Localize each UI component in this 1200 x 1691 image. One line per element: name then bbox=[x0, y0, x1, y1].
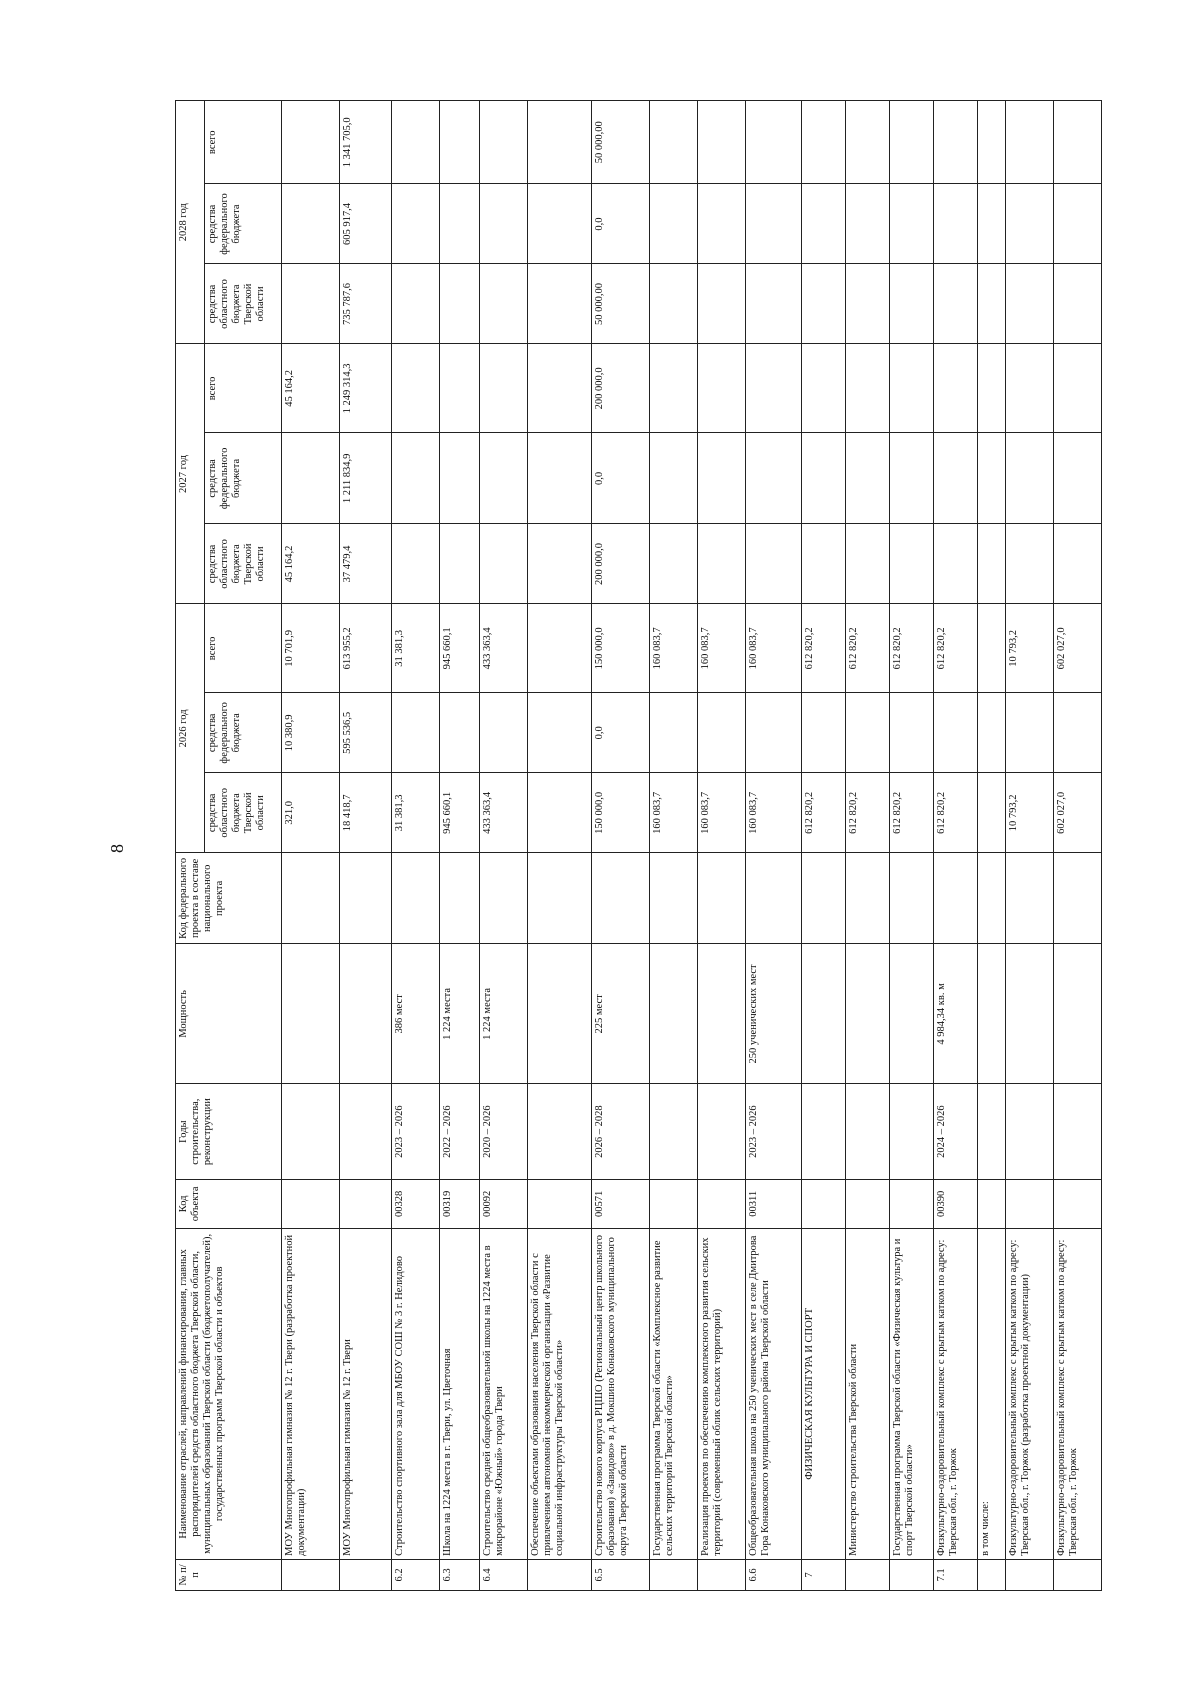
y2026-oblast: 160 083,7 bbox=[746, 773, 802, 853]
federal-code bbox=[340, 853, 392, 944]
y2027-federal bbox=[392, 433, 440, 524]
y2028-federal bbox=[528, 184, 592, 264]
capacity: 1 224 места bbox=[440, 944, 480, 1084]
y2028-oblast bbox=[978, 264, 1006, 344]
federal-code bbox=[592, 853, 650, 944]
y2026-oblast bbox=[978, 773, 1006, 853]
table-row bbox=[934, 101, 978, 1591]
row-name: Физкультурно-оздоровительный комплекс с крытым катком по адресу: Тверская обл., г. Торжок (разработка проектной документации) bbox=[1006, 1228, 1054, 1559]
y2026-federal bbox=[440, 693, 480, 773]
capacity: 225 мест bbox=[592, 944, 650, 1084]
table-row bbox=[846, 101, 890, 1591]
y2026-oblast: 18 418,7 bbox=[340, 773, 392, 853]
capacity bbox=[890, 944, 934, 1084]
build-years bbox=[978, 1084, 1006, 1180]
y2028-oblast bbox=[802, 264, 846, 344]
y2028-oblast bbox=[480, 264, 528, 344]
row-name: МОУ Многопрофильная гимназия № 12 г. Твери (разработка проектной документации) bbox=[282, 1228, 340, 1559]
y2026-total: 31 381,3 bbox=[392, 604, 440, 693]
y2027-oblast bbox=[440, 524, 480, 604]
table-row bbox=[592, 101, 650, 1591]
federal-code bbox=[1054, 853, 1102, 944]
y2028-federal bbox=[746, 184, 802, 264]
header-years: Годы строительства, реконструкции bbox=[176, 1084, 282, 1180]
y2028-total bbox=[802, 101, 846, 185]
header-capacity: Мощность bbox=[176, 944, 282, 1084]
object-code bbox=[978, 1179, 1006, 1228]
y2026-federal: 10 380,9 bbox=[282, 693, 340, 773]
y2028-federal bbox=[282, 184, 340, 264]
y2028-federal bbox=[698, 184, 746, 264]
object-code bbox=[528, 1179, 592, 1228]
build-years bbox=[1054, 1084, 1102, 1180]
object-code bbox=[890, 1179, 934, 1228]
y2028-total bbox=[1006, 101, 1054, 185]
y2026-oblast bbox=[528, 773, 592, 853]
y2028-oblast bbox=[440, 264, 480, 344]
object-code: 00092 bbox=[480, 1179, 528, 1228]
y2028-total: 1 341 705,0 bbox=[340, 101, 392, 185]
build-years: 2026 – 2028 bbox=[592, 1084, 650, 1180]
y2027-federal bbox=[282, 433, 340, 524]
y2026-federal bbox=[392, 693, 440, 773]
row-name: Общеобразовательная школа на 250 ученических мест в селе Дмитрова Гора Конаковского муниципального района Тверской области bbox=[746, 1228, 802, 1559]
y2027-oblast bbox=[480, 524, 528, 604]
build-years bbox=[890, 1084, 934, 1180]
y2028-federal bbox=[846, 184, 890, 264]
federal-code bbox=[1006, 853, 1054, 944]
y2026-federal: 0,0 bbox=[592, 693, 650, 773]
header-federal-code: Код федерального проекта в составе национального проекта bbox=[176, 853, 282, 944]
y2026-federal: 595 536,5 bbox=[340, 693, 392, 773]
y2027-oblast bbox=[890, 524, 934, 604]
capacity bbox=[1054, 944, 1102, 1084]
y2028-oblast bbox=[282, 264, 340, 344]
y2026-oblast: 10 793,2 bbox=[1006, 773, 1054, 853]
y2028-total bbox=[934, 101, 978, 185]
y2026-oblast: 602 027,0 bbox=[1054, 773, 1102, 853]
y2028-oblast bbox=[392, 264, 440, 344]
object-code bbox=[846, 1179, 890, 1228]
header-year-2028: 2028 год bbox=[176, 101, 205, 344]
row-number bbox=[978, 1559, 1006, 1590]
row-number bbox=[890, 1559, 934, 1590]
table-row bbox=[650, 101, 698, 1591]
object-code: 00311 bbox=[746, 1179, 802, 1228]
y2028-oblast bbox=[746, 264, 802, 344]
capacity bbox=[802, 944, 846, 1084]
row-number bbox=[1006, 1559, 1054, 1590]
federal-code bbox=[650, 853, 698, 944]
y2026-total bbox=[978, 604, 1006, 693]
object-code bbox=[1054, 1179, 1102, 1228]
y2026-total: 612 820,2 bbox=[890, 604, 934, 693]
object-code: 00328 bbox=[392, 1179, 440, 1228]
capacity: 386 мест bbox=[392, 944, 440, 1084]
y2026-oblast: 945 660,1 bbox=[440, 773, 480, 853]
y2026-total: 160 083,7 bbox=[650, 604, 698, 693]
row-name: Министерство строительства Тверской области bbox=[846, 1228, 890, 1559]
y2027-federal bbox=[480, 433, 528, 524]
y2026-federal bbox=[846, 693, 890, 773]
table-row bbox=[340, 101, 392, 1591]
y2027-total bbox=[978, 344, 1006, 433]
y2028-federal bbox=[1006, 184, 1054, 264]
build-years: 2023 – 2026 bbox=[746, 1084, 802, 1180]
capacity bbox=[978, 944, 1006, 1084]
object-code bbox=[1006, 1179, 1054, 1228]
federal-code bbox=[440, 853, 480, 944]
y2028-oblast bbox=[1054, 264, 1102, 344]
y2026-federal bbox=[1006, 693, 1054, 773]
y2028-federal bbox=[440, 184, 480, 264]
y2027-total bbox=[440, 344, 480, 433]
table-body bbox=[282, 101, 1102, 1591]
y2026-federal bbox=[650, 693, 698, 773]
y2028-oblast: 735 787,6 bbox=[340, 264, 392, 344]
y2026-oblast: 160 083,7 bbox=[698, 773, 746, 853]
y2027-total bbox=[802, 344, 846, 433]
table-row bbox=[282, 101, 340, 1591]
y2026-oblast: 321,0 bbox=[282, 773, 340, 853]
object-code bbox=[340, 1179, 392, 1228]
y2027-oblast bbox=[1054, 524, 1102, 604]
y2027-federal bbox=[890, 433, 934, 524]
row-number bbox=[1054, 1559, 1102, 1590]
row-name: Школа на 1224 места в г. Твери, ул. Цветочная bbox=[440, 1228, 480, 1559]
y2026-federal bbox=[528, 693, 592, 773]
y2026-oblast: 612 820,2 bbox=[802, 773, 846, 853]
table-stage bbox=[175, 100, 1200, 1591]
y2027-oblast bbox=[846, 524, 890, 604]
y2028-oblast bbox=[528, 264, 592, 344]
y2027-total: 200 000,0 bbox=[592, 344, 650, 433]
rotated-table-wrapper bbox=[175, 100, 1200, 1591]
y2027-total bbox=[650, 344, 698, 433]
y2028-oblast bbox=[1006, 264, 1054, 344]
y2028-oblast bbox=[846, 264, 890, 344]
table-row bbox=[1006, 101, 1054, 1591]
y2028-total bbox=[746, 101, 802, 185]
header-object-code: Код объекта bbox=[176, 1179, 282, 1228]
federal-code bbox=[978, 853, 1006, 944]
y2026-total: 160 083,7 bbox=[698, 604, 746, 693]
row-number bbox=[846, 1559, 890, 1590]
y2027-oblast: 200 000,0 bbox=[592, 524, 650, 604]
y2027-oblast bbox=[934, 524, 978, 604]
y2028-total bbox=[650, 101, 698, 185]
table-row bbox=[802, 101, 846, 1591]
y2027-federal bbox=[802, 433, 846, 524]
header-year-2027: 2027 год bbox=[176, 344, 205, 604]
y2026-oblast: 433 363,4 bbox=[480, 773, 528, 853]
capacity bbox=[1006, 944, 1054, 1084]
y2028-federal bbox=[1054, 184, 1102, 264]
y2027-total bbox=[846, 344, 890, 433]
build-years bbox=[340, 1084, 392, 1180]
subheader-federal: средства федерального бюджета bbox=[205, 693, 282, 773]
build-years bbox=[846, 1084, 890, 1180]
y2026-total: 150 000,0 bbox=[592, 604, 650, 693]
federal-code bbox=[480, 853, 528, 944]
capacity: 4 984,34 кв. м bbox=[934, 944, 978, 1084]
y2026-total: 612 820,2 bbox=[934, 604, 978, 693]
build-years: 2020 – 2026 bbox=[480, 1084, 528, 1180]
build-years bbox=[528, 1084, 592, 1180]
y2027-federal bbox=[440, 433, 480, 524]
y2027-oblast bbox=[746, 524, 802, 604]
y2026-total: 10 701,9 bbox=[282, 604, 340, 693]
y2027-oblast bbox=[528, 524, 592, 604]
y2028-total bbox=[392, 101, 440, 185]
y2027-total bbox=[934, 344, 978, 433]
build-years bbox=[1006, 1084, 1054, 1180]
row-name: в том числе: bbox=[978, 1228, 1006, 1559]
y2027-total bbox=[890, 344, 934, 433]
header-name: Наименование отраслей, направлений финансирования, главных распорядителей средств областного бюджета Тверской области, муниципальных образований Тверской области (бюджетополучателей), государственных программ Тверской области и объектов bbox=[176, 1228, 282, 1559]
page-number: 8 bbox=[107, 844, 127, 853]
row-name: Строительство нового корпуса РЦШО (Региональный центр школьного образования) «Завидово» в д. Мокшино Конаковского муниципального округа Тверской области bbox=[592, 1228, 650, 1559]
y2026-total: 433 363,4 bbox=[480, 604, 528, 693]
subheader-oblast: средства областного бюджета Тверской области bbox=[205, 524, 282, 604]
table-row bbox=[528, 101, 592, 1591]
row-number bbox=[698, 1559, 746, 1590]
table-row bbox=[746, 101, 802, 1591]
y2027-oblast: 37 479,4 bbox=[340, 524, 392, 604]
y2026-oblast: 612 820,2 bbox=[890, 773, 934, 853]
y2028-federal bbox=[890, 184, 934, 264]
subheader-oblast: средства областного бюджета Тверской области bbox=[205, 773, 282, 853]
capacity bbox=[282, 944, 340, 1084]
capacity: 1 224 места bbox=[480, 944, 528, 1084]
y2026-total: 945 660,1 bbox=[440, 604, 480, 693]
y2028-total: 50 000,00 bbox=[592, 101, 650, 185]
build-years bbox=[650, 1084, 698, 1180]
y2028-federal bbox=[802, 184, 846, 264]
row-number: 7 bbox=[802, 1559, 846, 1590]
y2027-total: 45 164,2 bbox=[282, 344, 340, 433]
table-row bbox=[440, 101, 480, 1591]
subheader-oblast: средства областного бюджета Тверской области bbox=[205, 264, 282, 344]
federal-code bbox=[282, 853, 340, 944]
y2028-federal bbox=[934, 184, 978, 264]
budget-table bbox=[175, 100, 1102, 1591]
y2028-total bbox=[440, 101, 480, 185]
y2028-federal: 605 917,4 bbox=[340, 184, 392, 264]
y2028-oblast bbox=[890, 264, 934, 344]
y2027-federal bbox=[1054, 433, 1102, 524]
y2027-oblast bbox=[978, 524, 1006, 604]
y2028-total bbox=[282, 101, 340, 185]
subheader-total: всего bbox=[205, 344, 282, 433]
row-number bbox=[282, 1559, 340, 1590]
row-number: 6.2 bbox=[392, 1559, 440, 1590]
y2028-total bbox=[846, 101, 890, 185]
y2027-total bbox=[1006, 344, 1054, 433]
build-years bbox=[282, 1084, 340, 1180]
y2027-total bbox=[528, 344, 592, 433]
table-row bbox=[392, 101, 440, 1591]
y2027-oblast: 45 164,2 bbox=[282, 524, 340, 604]
row-number: 6.6 bbox=[746, 1559, 802, 1590]
object-code bbox=[282, 1179, 340, 1228]
row-name: Строительство средней общеобразовательной школы на 1224 места в микрорайоне «Южный» города Твери bbox=[480, 1228, 528, 1559]
row-name: МОУ Многопрофильная гимназия № 12 г. Твери bbox=[340, 1228, 392, 1559]
row-name: Реализация проектов по обеспечению комплексного развития сельских территорий (современный облик сельских территорий) bbox=[698, 1228, 746, 1559]
y2027-oblast bbox=[1006, 524, 1054, 604]
y2027-oblast bbox=[698, 524, 746, 604]
capacity bbox=[528, 944, 592, 1084]
row-name: Государственная программа Тверской области «Комплексное развитие сельских территорий Тверской области» bbox=[650, 1228, 698, 1559]
federal-code bbox=[846, 853, 890, 944]
build-years: 2022 – 2026 bbox=[440, 1084, 480, 1180]
y2028-oblast bbox=[698, 264, 746, 344]
header-year-2026: 2026 год bbox=[176, 604, 205, 853]
row-name: Обеспечение объектами образования населения Тверской области с привлечением автономной некоммерческой организации «Развитие социальной инфраструктуры Тверской области» bbox=[528, 1228, 592, 1559]
y2028-federal bbox=[480, 184, 528, 264]
table-row bbox=[890, 101, 934, 1591]
federal-code bbox=[746, 853, 802, 944]
row-name: Физкультурно-оздоровительный комплекс с крытым катком по адресу: Тверская обл., г. Торжок bbox=[934, 1228, 978, 1559]
y2026-total: 10 793,2 bbox=[1006, 604, 1054, 693]
subheader-federal: средства федерального бюджета bbox=[205, 184, 282, 264]
federal-code bbox=[392, 853, 440, 944]
y2027-federal bbox=[528, 433, 592, 524]
y2028-federal bbox=[650, 184, 698, 264]
y2026-federal bbox=[480, 693, 528, 773]
y2026-total: 602 027,0 bbox=[1054, 604, 1102, 693]
y2026-federal bbox=[890, 693, 934, 773]
y2028-oblast bbox=[650, 264, 698, 344]
federal-code bbox=[802, 853, 846, 944]
y2026-total: 613 955,2 bbox=[340, 604, 392, 693]
y2026-federal bbox=[1054, 693, 1102, 773]
federal-code bbox=[934, 853, 978, 944]
y2027-federal bbox=[746, 433, 802, 524]
build-years bbox=[698, 1084, 746, 1180]
object-code bbox=[698, 1179, 746, 1228]
y2026-oblast: 150 000,0 bbox=[592, 773, 650, 853]
y2026-federal bbox=[934, 693, 978, 773]
y2028-total bbox=[890, 101, 934, 185]
federal-code bbox=[528, 853, 592, 944]
y2026-total: 612 820,2 bbox=[846, 604, 890, 693]
build-years bbox=[802, 1084, 846, 1180]
y2027-federal bbox=[698, 433, 746, 524]
y2027-total bbox=[1054, 344, 1102, 433]
row-number: 6.4 bbox=[480, 1559, 528, 1590]
row-name: Строительство спортивного зала для МБОУ СОШ № 3 г. Нелидово bbox=[392, 1228, 440, 1559]
y2027-federal bbox=[978, 433, 1006, 524]
y2026-federal bbox=[802, 693, 846, 773]
y2026-federal bbox=[746, 693, 802, 773]
federal-code bbox=[698, 853, 746, 944]
y2027-oblast bbox=[392, 524, 440, 604]
y2027-total bbox=[698, 344, 746, 433]
y2027-federal bbox=[846, 433, 890, 524]
y2026-oblast: 612 820,2 bbox=[934, 773, 978, 853]
object-code bbox=[802, 1179, 846, 1228]
row-number: 7.1 bbox=[934, 1559, 978, 1590]
y2027-total bbox=[480, 344, 528, 433]
y2027-federal bbox=[934, 433, 978, 524]
y2028-total bbox=[978, 101, 1006, 185]
capacity bbox=[650, 944, 698, 1084]
table-row bbox=[978, 101, 1006, 1591]
row-name: ФИЗИЧЕСКАЯ КУЛЬТУРА И СПОРТ bbox=[802, 1228, 846, 1559]
y2027-federal: 0,0 bbox=[592, 433, 650, 524]
y2028-federal: 0,0 bbox=[592, 184, 650, 264]
build-years: 2023 – 2026 bbox=[392, 1084, 440, 1180]
table-row bbox=[1054, 101, 1102, 1591]
build-years: 2024 – 2026 bbox=[934, 1084, 978, 1180]
row-number bbox=[528, 1559, 592, 1590]
federal-code bbox=[890, 853, 934, 944]
row-name: Государственная программа Тверской области «Физическая культура и спорт Тверской области» bbox=[890, 1228, 934, 1559]
y2027-federal bbox=[650, 433, 698, 524]
y2028-federal bbox=[392, 184, 440, 264]
table-row bbox=[698, 101, 746, 1591]
y2028-total bbox=[1054, 101, 1102, 185]
y2028-total bbox=[698, 101, 746, 185]
y2027-federal bbox=[1006, 433, 1054, 524]
capacity bbox=[846, 944, 890, 1084]
y2027-federal: 1 211 834,9 bbox=[340, 433, 392, 524]
y2026-oblast: 612 820,2 bbox=[846, 773, 890, 853]
capacity: 250 ученических мест bbox=[746, 944, 802, 1084]
capacity bbox=[340, 944, 392, 1084]
row-number: 6.3 bbox=[440, 1559, 480, 1590]
y2028-total bbox=[480, 101, 528, 185]
y2026-federal bbox=[698, 693, 746, 773]
row-number bbox=[650, 1559, 698, 1590]
row-number bbox=[340, 1559, 392, 1590]
subheader-total: всего bbox=[205, 604, 282, 693]
y2026-total: 612 820,2 bbox=[802, 604, 846, 693]
y2027-total bbox=[746, 344, 802, 433]
y2028-federal bbox=[978, 184, 1006, 264]
subheader-total: всего bbox=[205, 101, 282, 185]
y2026-federal bbox=[978, 693, 1006, 773]
y2028-total bbox=[528, 101, 592, 185]
y2026-oblast: 31 381,3 bbox=[392, 773, 440, 853]
y2027-total bbox=[392, 344, 440, 433]
y2028-oblast bbox=[934, 264, 978, 344]
table-row bbox=[480, 101, 528, 1591]
y2026-total: 160 083,7 bbox=[746, 604, 802, 693]
y2027-total: 1 249 314,3 bbox=[340, 344, 392, 433]
y2026-total bbox=[528, 604, 592, 693]
y2027-oblast bbox=[802, 524, 846, 604]
object-code: 00571 bbox=[592, 1179, 650, 1228]
capacity bbox=[698, 944, 746, 1084]
object-code bbox=[650, 1179, 698, 1228]
y2028-oblast: 50 000,00 bbox=[592, 264, 650, 344]
row-name: Физкультурно-оздоровительный комплекс с крытым катком по адресу: Тверская обл., г. Торжок bbox=[1054, 1228, 1102, 1559]
y2026-oblast: 160 083,7 bbox=[650, 773, 698, 853]
object-code: 00390 bbox=[934, 1179, 978, 1228]
row-number: 6.5 bbox=[592, 1559, 650, 1590]
header-num: № п/п bbox=[176, 1559, 282, 1590]
subheader-federal: средства федерального бюджета bbox=[205, 433, 282, 524]
y2027-oblast bbox=[650, 524, 698, 604]
object-code: 00319 bbox=[440, 1179, 480, 1228]
